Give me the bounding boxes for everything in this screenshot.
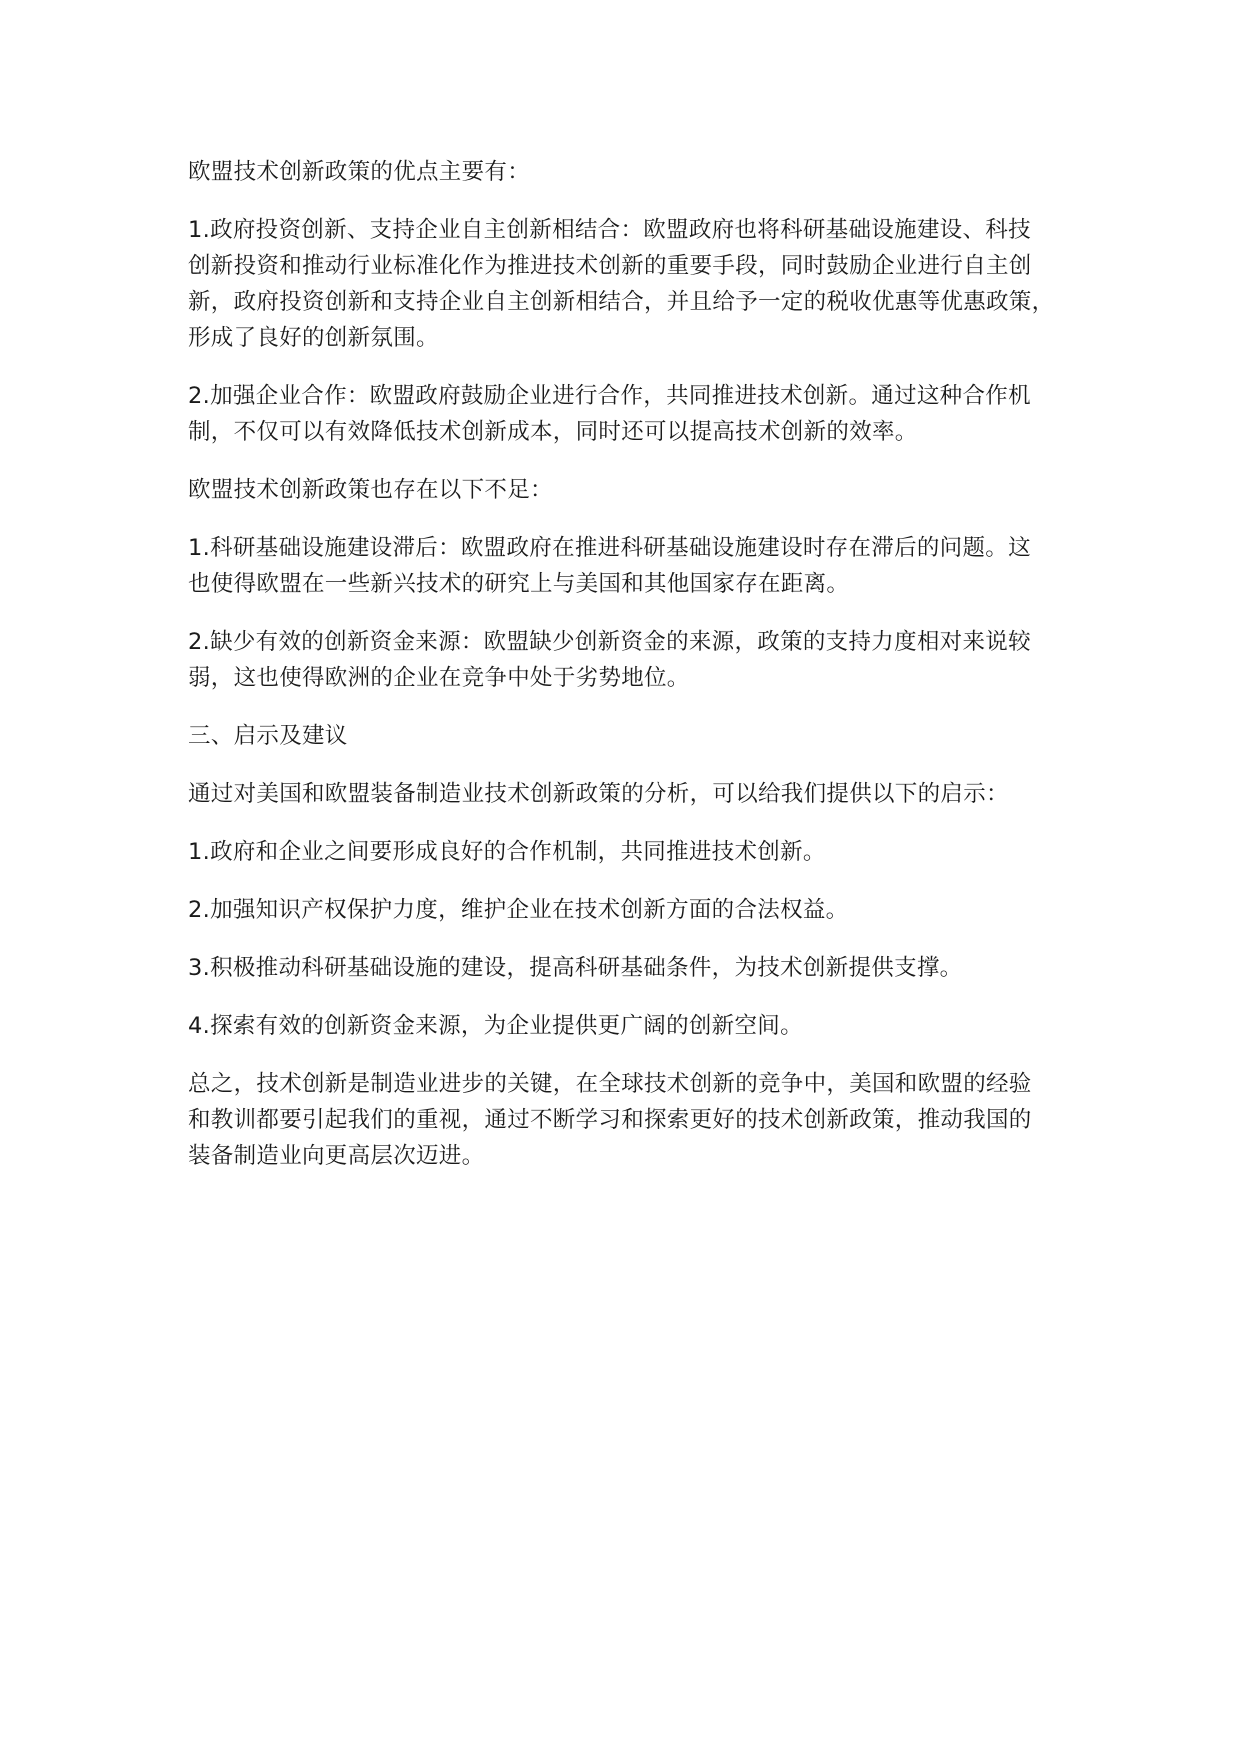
paragraph-shortcoming-2 xyxy=(188,624,1078,696)
text-line: 欧盟技术创新政策的优点主要有： xyxy=(188,159,531,185)
paragraph-insight-4 xyxy=(188,1008,1078,1044)
text-line: 和教训都要引起我们的重视，通过不断学习和探索更好的技术创新政策，推动我国的 xyxy=(188,1107,1032,1133)
text-line: 通过对美国和欧盟装备制造业技术创新政策的分析，可以给我们提供以下的启示： xyxy=(188,781,1009,807)
text-line: 1.政府和企业之间要形成良好的合作机制，共同推进技术创新。 xyxy=(188,839,826,865)
paragraph-advantages-intro xyxy=(188,154,1078,190)
text-line: 形成了良好的创新氛围。 xyxy=(188,325,439,351)
text-line: 制，不仅可以有效降低技术创新成本，同时还可以提高技术创新的效率。 xyxy=(188,419,918,445)
text-line: 弱，这也使得欧洲的企业在竞争中处于劣势地位。 xyxy=(188,665,690,691)
text-line: 也使得欧盟在一些新兴技术的研究上与美国和其他国家存在距离。 xyxy=(188,571,850,597)
paragraph-insight-1 xyxy=(188,834,1078,870)
text-line: 三、启示及建议 xyxy=(188,723,348,749)
text-line: 1.科研基础设施建设滞后：欧盟政府在推进科研基础设施建设时存在滞后的问题。这 xyxy=(188,535,1031,561)
text-line: 2.加强知识产权保护力度，维护企业在技术创新方面的合法权益。 xyxy=(188,897,849,923)
text-line: 2.缺少有效的创新资金来源：欧盟缺少创新资金的来源，政策的支持力度相对来说较 xyxy=(188,629,1031,655)
text-line: 3.积极推动科研基础设施的建设，提高科研基础条件，为技术创新提供支撑。 xyxy=(188,955,963,981)
text-line: 欧盟技术创新政策也存在以下不足： xyxy=(188,477,553,503)
paragraph-insights-intro xyxy=(188,776,1078,812)
text-line: 总之，技术创新是制造业进步的关键，在全球技术创新的竞争中，美国和欧盟的经验 xyxy=(188,1071,1032,1097)
paragraph-advantage-2 xyxy=(188,378,1078,450)
paragraph-conclusion xyxy=(188,1066,1078,1174)
paragraph-insight-3 xyxy=(188,950,1078,986)
section-heading xyxy=(188,718,1078,754)
paragraph-advantage-1 xyxy=(188,212,1078,356)
text-line: 4.探索有效的创新资金来源，为企业提供更广阔的创新空间。 xyxy=(188,1013,803,1039)
paragraph-shortcomings-intro xyxy=(188,472,1078,508)
paragraph-shortcoming-1 xyxy=(188,530,1078,602)
text-line: 2.加强企业合作：欧盟政府鼓励企业进行合作，共同推进技术创新。通过这种合作机 xyxy=(188,383,1031,409)
paragraph-insight-2 xyxy=(188,892,1078,928)
document-body xyxy=(188,154,1078,1196)
text-line: 1.政府投资创新、支持企业自主创新相结合：欧盟政府也将科研基础设施建设、科技 xyxy=(188,217,1031,243)
text-line: 创新投资和推动行业标准化作为推进技术创新的重要手段，同时鼓励企业进行自主创 xyxy=(188,253,1032,279)
text-line: 新，政府投资创新和支持企业自主创新相结合，并且给予一定的税收优惠等优惠政策， xyxy=(188,289,1055,315)
text-line: 装备制造业向更高层次迈进。 xyxy=(188,1143,485,1169)
